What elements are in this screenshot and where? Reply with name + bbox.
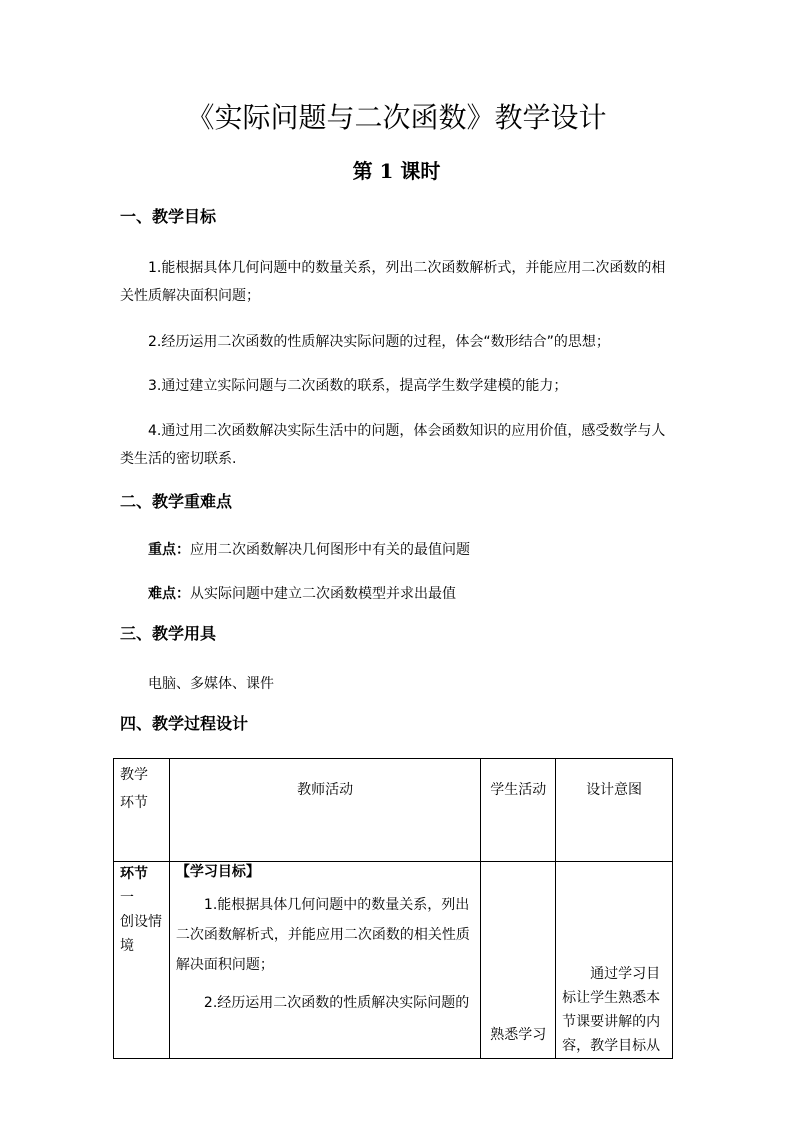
row1-teacher-item2: 2.经历运用二次函数的性质解决实际问题的 (203, 995, 470, 1011)
objective-item-3: 3.通过建立实际问题与二次函数的联系，提高学生数学建模的能力； (148, 378, 568, 394)
key-point (120, 536, 676, 564)
key-point-text: 应用二次函数解决几何图形中有关的最值问题 (190, 542, 470, 558)
row1-stage-line4: 境 (120, 938, 134, 954)
row1-intent-text: 通过学习目标让学生熟悉本节课要讲解的内容，教学目标从 (562, 966, 661, 1054)
header-student: 学生活动 (481, 759, 556, 862)
lesson-subtitle: 第 1 课时 (352, 159, 441, 183)
section-heading-key-points: 二、教学重难点 (120, 492, 233, 511)
row1-stage-line1: 环节 (120, 866, 148, 882)
row1-teacher-item1: 1.能根据具体几何问题中的数量关系，列出二次函数解析式，并能应用二次函数的相关性质解决面积问题； (175, 897, 470, 973)
document-title: 《实际问题与二次函数》教学设计 (186, 101, 607, 134)
process-table (113, 758, 673, 1059)
row1-stage-line2: 一 (120, 890, 134, 906)
objective-item-4: 4.通过用二次函数解决实际生活中的问题，体会函数知识的应用价值，感受数学与人类生活的密切联系. (120, 423, 666, 467)
row1-teacher-label: 【学习目标】 (175, 864, 260, 880)
objective-item-1: 1.能根据具体几何问题中的数量关系，列出二次函数解析式，并能应用二次函数的相关性质解决面积问题； (120, 260, 666, 304)
section-heading-process: 四、教学过程设计 (120, 714, 249, 733)
row1-stage (114, 862, 170, 1059)
table-row (114, 862, 673, 1059)
section-heading-objectives: 一、教学目标 (120, 207, 217, 226)
difficult-point-label: 难点： (148, 586, 190, 602)
row1-intent (556, 862, 673, 1059)
objective-item-2: 2.经历运用二次函数的性质解决实际问题的过程，体会“数形结合”的思想； (148, 334, 610, 350)
row1-student: 熟悉学习 (481, 862, 556, 1059)
table-header-row (114, 759, 673, 862)
key-point-label: 重点： (148, 542, 190, 558)
tools-text: 电脑、多媒体、课件 (148, 676, 274, 692)
header-stage (114, 759, 170, 862)
difficult-point-text: 从实际问题中建立二次函数模型并求出最值 (190, 586, 456, 602)
row1-teacher (169, 862, 480, 1059)
section-heading-tools: 三、教学用具 (120, 624, 217, 643)
row1-stage-line3: 创设情 (120, 914, 162, 930)
difficult-point (120, 580, 676, 608)
header-teacher: 教师活动 (169, 759, 480, 862)
header-intent: 设计意图 (556, 759, 673, 862)
header-stage-line2: 环节 (120, 795, 148, 811)
header-stage-line1: 教学 (120, 767, 148, 783)
